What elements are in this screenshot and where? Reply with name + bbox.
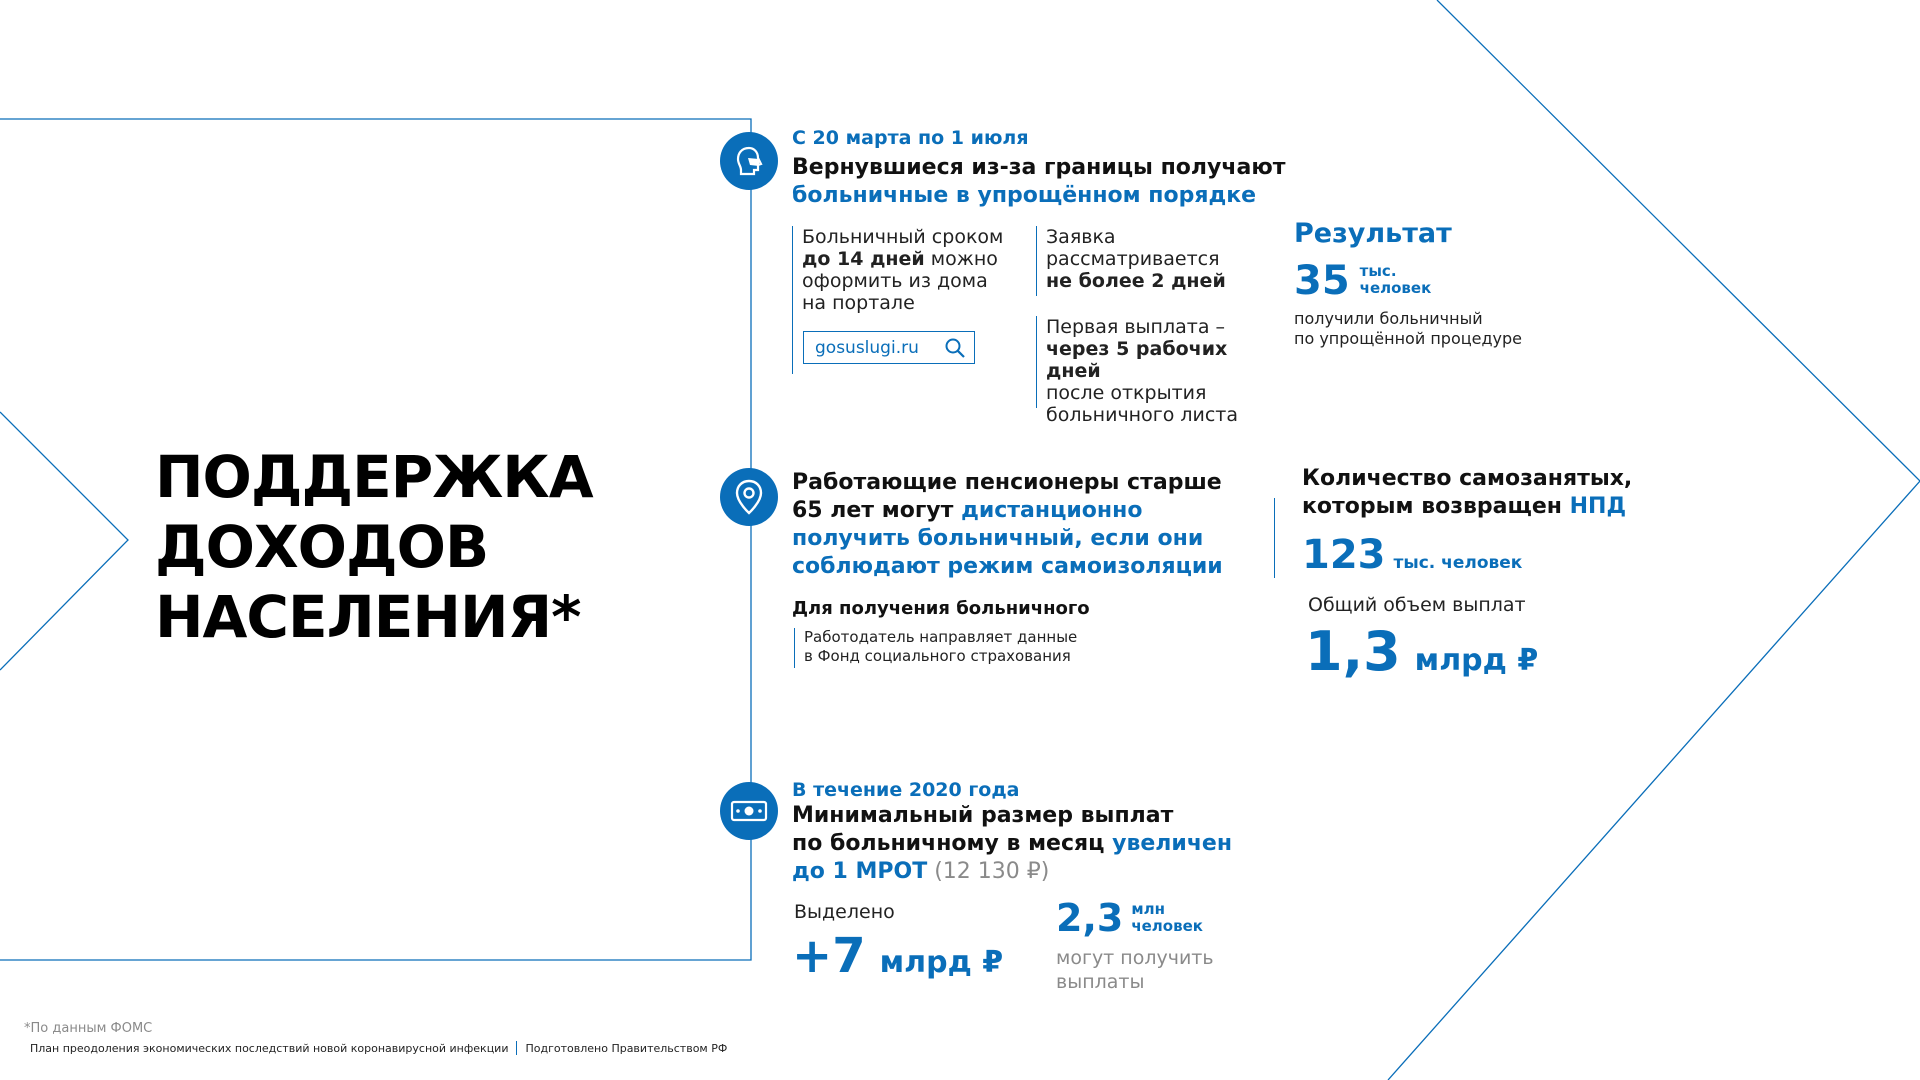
footer-source: *По данным ФОМС [24,1021,153,1036]
selfemployed-unit: тыс. человек [1393,553,1523,573]
col1-rest: можно [924,248,998,270]
section2-subheading: Для получения больничного [792,598,1090,619]
people-desc-1: могут получить [1056,947,1214,969]
selfemployed-heading-1: Количество самозанятых, [1302,466,1633,491]
section2-heading-dark: 65 лет могут [792,498,962,523]
people-desc [1056,946,1214,994]
selfemployed-figure [1302,532,1522,578]
section3-heading-mrot: до 1 МРОТ [792,859,928,884]
left-chevron-line [0,412,128,670]
col2b-bold: через 5 рабочих дней [1046,338,1228,382]
result-desc-1: получили больничный [1294,309,1483,328]
result-figure [1294,259,1574,303]
section1-heading-dark: Вернувшиеся из-за границы получают [792,155,1286,180]
footer-divider [516,1041,517,1055]
section3-heading-line-2 [792,830,1252,858]
footer-plan: План преодоления экономических последствий новой коронавирусной инфекции [30,1041,509,1055]
page-title [155,442,675,652]
people-value: 2,3 [1056,896,1124,940]
result-desc [1294,309,1574,349]
col2a-line-3 [1046,270,1276,292]
section2-note-1: Работодатель направляет данные [804,628,1078,646]
people-unit-1: млн [1131,900,1165,918]
col2b-line-1: Первая выплата – [1046,316,1226,338]
gosuslugi-search-field[interactable] [803,331,975,364]
selfemployed-number: 123 [1302,532,1386,578]
section3-heading-line-1: Минимальный размер выплат [792,803,1174,828]
total-payout-figure [1305,620,1538,683]
section2-heading [792,469,1252,581]
section1-heading [792,154,1312,210]
title-line-3: НАСЕЛЕНИЯ* [155,583,581,651]
selfemployed-heading-dark: которым возвращен [1302,494,1570,519]
section2-heading-line-2 [792,497,1252,525]
col2a-line-2: рассматривается [1046,248,1220,270]
people-figure [1056,897,1203,939]
people-unit-2: человек [1131,917,1203,935]
section1-col2a [1036,226,1276,296]
result-number: 35 [1294,258,1350,304]
selfemployed-heading-blue: НПД [1569,494,1627,519]
selfemployed-heading [1302,465,1662,521]
result-unit-1: тыс. [1359,262,1397,280]
section2-note [794,628,1077,668]
section1-result [1294,218,1574,349]
result-label: Результат [1294,218,1452,249]
col2a-line-1: Заявка [1046,226,1116,248]
result-unit-2: человек [1359,279,1432,297]
section2-note-2: в Фонд социального страхования [804,647,1071,665]
col1-line-3: оформить из дома [802,270,988,292]
section1-heading-blue: больничные в упрощённом порядке [792,183,1257,208]
section2-heading-line-4: соблюдают режим самоизоляции [792,554,1223,579]
allocated-unit: млрд ₽ [879,945,1004,980]
total-payout-value: 1,3 [1305,620,1401,683]
selfemployed-heading-2 [1302,493,1662,521]
section3-heading-blue: увеличен [1112,831,1233,856]
section3-heading-dark: по больничному в месяц [792,831,1113,856]
selfemployed-divider [1274,498,1275,578]
section1-period: С 20 марта по 1 июля [792,127,1029,149]
search-field-label: gosuslugi.ru [815,337,919,358]
total-payout-label: Общий объем выплат [1308,594,1526,616]
title-line-1: ПОДДЕРЖКА [155,443,593,511]
section2-heading-blue: дистанционно [961,498,1143,523]
allocated-value: +7 [792,928,866,984]
total-payout-unit: млрд ₽ [1414,643,1539,678]
section3-period: В течение 2020 года [792,779,1020,801]
section1-col2b [1036,316,1286,426]
col1-line-1: Больничный сроком [802,226,1004,248]
location-pin-icon [720,468,778,526]
col1-line-4: на портале [802,292,915,314]
col1-bold: до 14 дней [802,248,925,270]
result-unit [1360,263,1432,297]
footer-line [30,1041,727,1055]
people-unit [1131,901,1203,935]
section3-heading-amount: (12 130 ₽) [927,859,1050,884]
people-desc-2: выплаты [1056,971,1145,993]
section3-heading-line-3 [792,858,1252,886]
col2b-line-2 [1046,338,1286,382]
result-desc-2: по упрощённой процедуре [1294,329,1522,348]
section3-heading [792,802,1252,886]
section2-heading-line-3: получить больничный, если они [792,526,1204,551]
section2-heading-line-1: Работающие пенсионеры старше [792,470,1222,495]
search-icon[interactable] [944,337,966,359]
allocated-label: Выделено [794,901,895,923]
footer-prepared: Подготовлено Правительством РФ [525,1041,728,1055]
money-bill-icon [720,782,778,840]
col1-line-2 [802,248,1022,270]
mask-head-icon [720,132,778,190]
title-line-2: ДОХОДОВ [155,513,489,581]
col2b-line-4: больничного листа [1046,404,1239,426]
col2a-bold: не более 2 дней [1046,270,1226,292]
col2b-line-3: после открытия [1046,382,1207,404]
allocated-figure [792,928,1003,984]
